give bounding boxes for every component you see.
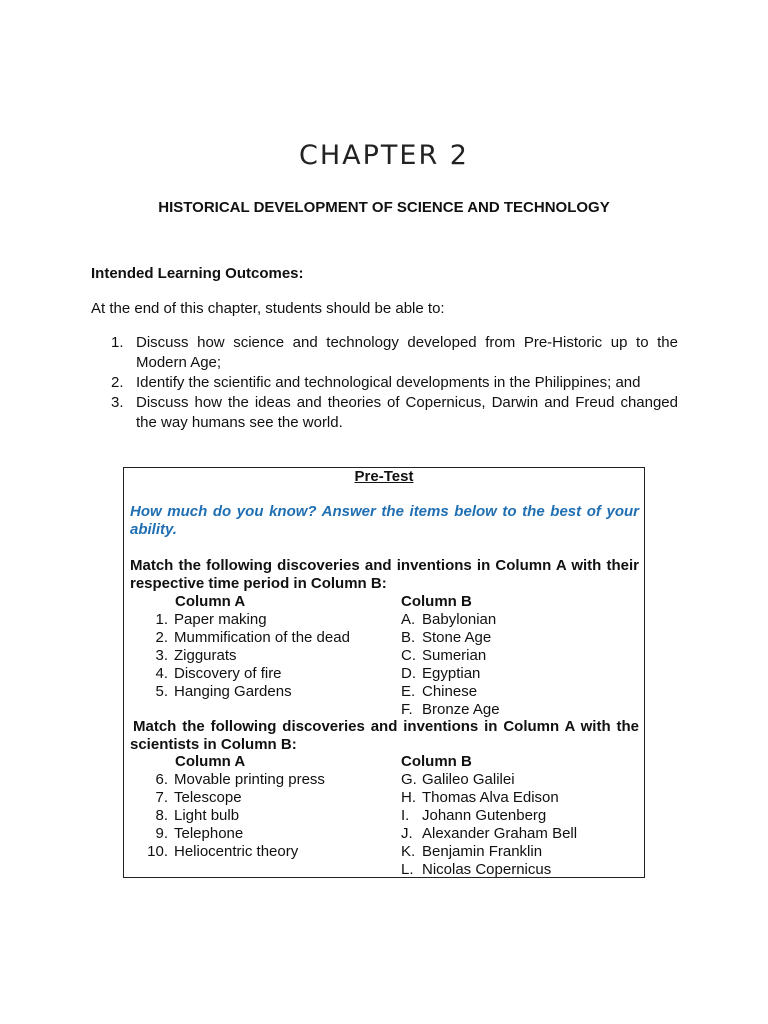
item-letter: B. <box>401 629 416 646</box>
item-letter: A. <box>401 611 416 628</box>
item-number: 2. <box>155 629 168 646</box>
item-letter: C. <box>401 647 416 664</box>
item-number: 6. <box>155 771 168 788</box>
item-text: Nicolas Copernicus <box>422 861 552 878</box>
item-letter: L. <box>401 861 414 878</box>
section1-column-b-item <box>401 701 500 719</box>
section1-column-a-item <box>144 665 282 683</box>
outcome-number: 2. <box>111 374 124 391</box>
section2-column-b-item <box>401 789 559 807</box>
section1-column-b-item <box>401 611 496 629</box>
section1-column-b-item <box>401 629 491 647</box>
section1-column-b-item <box>401 683 477 701</box>
section2-column-a-item <box>144 843 298 861</box>
section1-column-b-heading: Column B <box>401 593 472 610</box>
outcome-number: 1. <box>111 334 124 351</box>
item-number: 3. <box>155 647 168 664</box>
outcome-text: Identify the scientific and technological developments in the Philippines; and <box>136 374 641 391</box>
item-text: Telephone <box>174 825 244 842</box>
section2-column-b-item <box>401 843 542 861</box>
item-letter: J. <box>401 825 413 842</box>
item-text: Alexander Graham Bell <box>422 825 578 842</box>
item-number: 9. <box>155 825 168 842</box>
chapter-subtitle: HISTORICAL DEVELOPMENT OF SCIENCE AND TECHNOLOGY <box>158 199 610 216</box>
section2-column-a-item <box>144 807 239 825</box>
pretest-prompt: How much do you know? Answer the items below to the best of your ability. <box>130 503 639 538</box>
item-text: Chinese <box>422 683 478 700</box>
outcomes-heading: Intended Learning Outcomes: <box>91 265 304 282</box>
item-text: Thomas Alva Edison <box>422 789 559 806</box>
outcomes-list <box>111 333 678 433</box>
item-text: Movable printing press <box>174 771 325 788</box>
item-text: Benjamin Franklin <box>422 843 543 860</box>
item-text: Hanging Gardens <box>174 683 292 700</box>
item-text: Heliocentric theory <box>174 843 299 860</box>
section2-column-b-item <box>401 825 577 843</box>
item-letter: E. <box>401 683 416 700</box>
section2-column-a-item <box>144 825 243 843</box>
section1-column-a-item <box>144 629 350 647</box>
section1-column-a-heading: Column A <box>175 593 246 610</box>
item-letter: F. <box>401 701 413 718</box>
section2-column-b-item <box>401 807 546 825</box>
section2-column-a-heading: Column A <box>175 753 246 770</box>
item-text: Ziggurats <box>174 647 237 664</box>
section2-column-b-item <box>401 771 515 789</box>
item-letter: G. <box>401 771 417 788</box>
item-text: Egyptian <box>422 665 481 682</box>
item-letter: I. <box>401 807 410 824</box>
item-text: Johann Gutenberg <box>422 807 547 824</box>
outcomes-intro: At the end of this chapter, students should be able to: <box>91 300 445 317</box>
item-letter: H. <box>401 789 416 806</box>
section2-instruction: Match the following discoveries and inventions in Column A with the scientists in Column B: <box>130 718 639 753</box>
section2-column-a-item <box>144 789 242 807</box>
item-number: 5. <box>155 683 168 700</box>
outcome-item <box>111 333 678 373</box>
outcome-item <box>111 373 678 393</box>
item-number: 1. <box>155 611 168 628</box>
item-number: 7. <box>155 789 168 806</box>
section1-column-a-item <box>144 611 267 629</box>
item-text: Babylonian <box>422 611 497 628</box>
item-number: 4. <box>155 665 168 682</box>
section1-column-a-item <box>144 647 237 665</box>
section1-column-a-item <box>144 683 292 701</box>
item-number: 10. <box>147 843 168 860</box>
chapter-title: CHAPTER 2 <box>299 140 469 171</box>
section2-column-a-item <box>144 771 325 789</box>
pretest-box <box>123 467 645 878</box>
item-text: Light bulb <box>174 807 240 824</box>
pretest-title: Pre-Test <box>354 468 414 485</box>
section2-column-b-heading: Column B <box>401 753 472 770</box>
item-text: Sumerian <box>422 647 487 664</box>
section2-column-b-item <box>401 861 551 879</box>
outcome-item <box>111 393 678 433</box>
item-text: Bronze Age <box>422 701 500 718</box>
item-letter: K. <box>401 843 416 860</box>
item-text: Telescope <box>174 789 242 806</box>
section1-instruction: Match the following discoveries and inventions in Column A with their respective time period in Column B: <box>130 557 639 592</box>
item-number: 8. <box>155 807 168 824</box>
item-text: Paper making <box>174 611 267 628</box>
item-text: Galileo Galilei <box>422 771 515 788</box>
item-text: Stone Age <box>422 629 492 646</box>
section1-column-b-item <box>401 647 486 665</box>
item-text: Mummification of the dead <box>174 629 350 646</box>
outcome-text: Discuss how science and technology developed from Pre-Historic up to the Modern Age; <box>136 334 678 371</box>
outcome-number: 3. <box>111 394 124 411</box>
outcome-text: Discuss how the ideas and theories of Copernicus, Darwin and Freud changed the way humans see the world. <box>136 394 678 431</box>
item-text: Discovery of fire <box>174 665 282 682</box>
section1-column-b-item <box>401 665 480 683</box>
item-letter: D. <box>401 665 416 682</box>
